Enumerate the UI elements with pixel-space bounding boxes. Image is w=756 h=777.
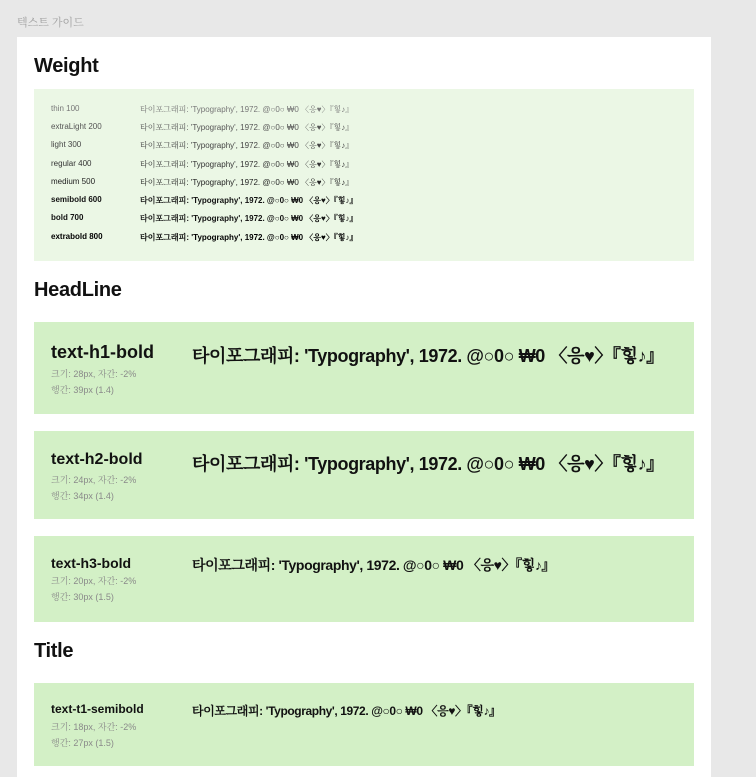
style-sample: 타이포그래피: 'Typography', 1972. @○0○ ₩0 〈응♥〉『힣♪』 [192, 346, 664, 366]
spec-block-h2 [34, 431, 694, 519]
style-line-meta: 행간: 34px (1.4) [51, 491, 114, 501]
style-name: text-t1-semibold [51, 702, 144, 716]
weight-sample: 타이포그래피: 'Typography', 1972. @○0○ ₩0 〈응♥〉『힣♪』 [140, 233, 358, 242]
weight-label: medium 500 [51, 177, 96, 186]
spec-block-t1 [34, 683, 694, 766]
style-name: text-h1-bold [51, 342, 154, 362]
weight-label: light 300 [51, 140, 82, 149]
style-line-meta: 행간: 30px (1.5) [51, 592, 114, 602]
style-size-meta: 크기: 28px, 자간: -2% [51, 369, 137, 379]
style-sample: 타이포그래피: 'Typography', 1972. @○0○ ₩0 〈응♥〉『힣♪』 [192, 454, 664, 474]
weight-label: semibold 600 [51, 195, 102, 204]
weight-sample: 타이포그래피: 'Typography', 1972. @○0○ ₩0 〈응♥〉『힣♪』 [140, 105, 354, 114]
weight-sample: 타이포그래피: 'Typography', 1972. @○0○ ₩0 〈응♥〉『힣♪』 [140, 123, 354, 132]
style-sample: 타이포그래피: 'Typography', 1972. @○0○ ₩0 〈응♥〉『힣♪』 [192, 557, 556, 573]
weight-label: regular 400 [51, 159, 92, 168]
frame-label: 텍스트 가이드 [17, 17, 84, 29]
weight-label: thin 100 [51, 104, 80, 113]
style-sample: 타이포그래피: 'Typography', 1972. @○0○ ₩0 〈응♥〉『힣♪』 [192, 704, 501, 718]
style-size-meta: 크기: 24px, 자간: -2% [51, 475, 137, 485]
style-name: text-h3-bold [51, 555, 132, 571]
weight-sample: 타이포그래피: 'Typography', 1972. @○0○ ₩0 〈응♥〉『힣♪』 [140, 214, 358, 223]
style-line-meta: 행간: 27px (1.5) [51, 738, 114, 748]
weight-label: bold 700 [51, 213, 84, 222]
typography-card [17, 37, 711, 777]
weight-sample: 타이포그래피: 'Typography', 1972. @○0○ ₩0 〈응♥〉『힣♪』 [140, 141, 354, 150]
spec-block-h3 [34, 536, 694, 622]
section-title-title: Title [34, 640, 74, 662]
weight-label: extraLight 200 [51, 122, 102, 131]
style-size-meta: 크기: 20px, 자간: -2% [51, 576, 137, 586]
weight-label: extrabold 800 [51, 232, 103, 241]
section-title-weight: Weight [34, 55, 99, 77]
style-name: text-h2-bold [51, 451, 143, 468]
section-title-headline: HeadLine [34, 279, 122, 301]
weight-table [34, 89, 694, 261]
weight-sample: 타이포그래피: 'Typography', 1972. @○0○ ₩0 〈응♥〉『힣♪』 [140, 160, 354, 169]
style-size-meta: 크기: 18px, 자간: -2% [51, 722, 137, 732]
style-line-meta: 행간: 39px (1.4) [51, 385, 114, 395]
weight-sample: 타이포그래피: 'Typography', 1972. @○0○ ₩0 〈응♥〉『힣♪』 [140, 196, 358, 205]
weight-sample: 타이포그래피: 'Typography', 1972. @○0○ ₩0 〈응♥〉『힣♪』 [140, 178, 354, 187]
spec-block-h1 [34, 322, 694, 414]
